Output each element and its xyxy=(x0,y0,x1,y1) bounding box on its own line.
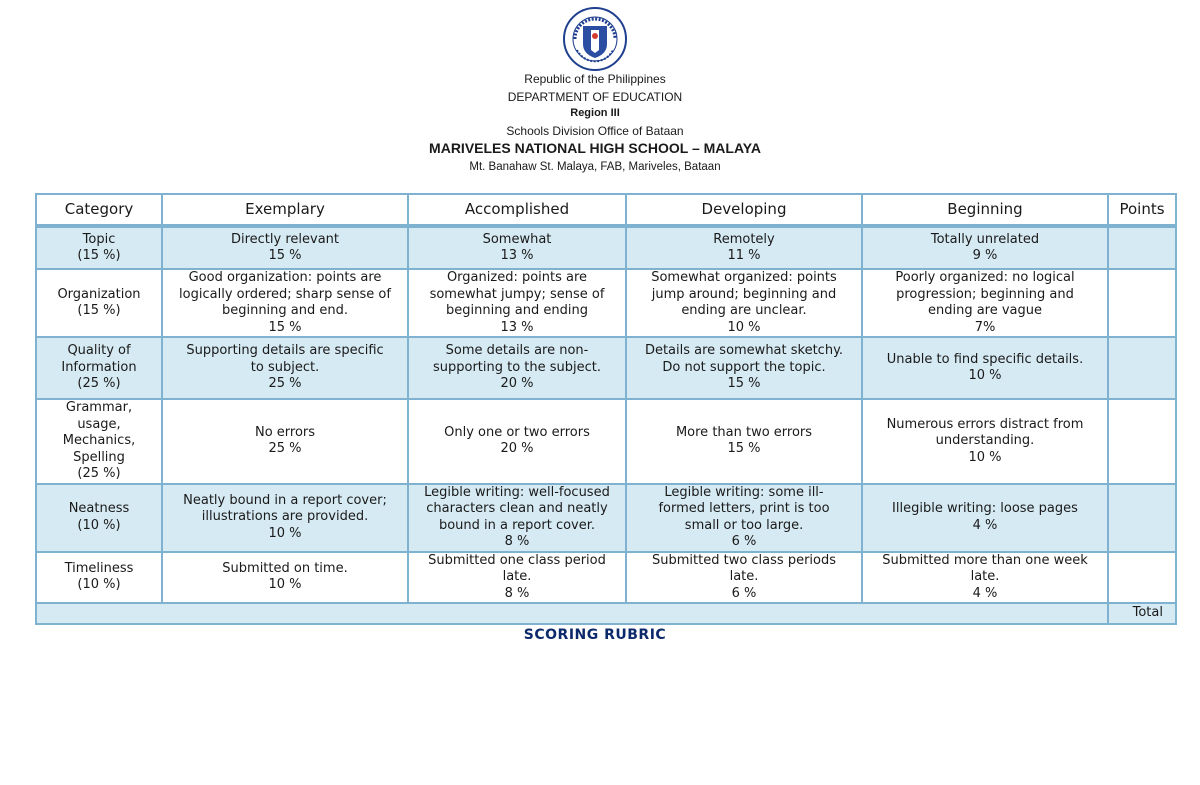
cell-text-line: 10 % xyxy=(968,368,1002,383)
cell-text-line: Details are somewhat sketchy. xyxy=(644,343,844,359)
cell-text-line: 10 % xyxy=(268,525,302,541)
cell-text-line: (15 %) xyxy=(77,303,121,318)
cell-text-line: logically ordered; sharp sense of xyxy=(179,286,391,302)
cell-category xyxy=(36,269,162,337)
cell-accomplished xyxy=(408,269,626,337)
cell-category xyxy=(36,337,162,399)
cell-text-line: Neatly bound in a report cover; xyxy=(183,492,387,508)
cell-text-line: Neatness xyxy=(68,501,130,516)
cell-text-line: (15 %) xyxy=(77,248,121,263)
cell-text-line: supporting to the subject. xyxy=(432,359,602,375)
header-accomplished: Accomplished xyxy=(408,194,626,226)
table-header-row xyxy=(36,194,1176,226)
cell-text-line: Illegible writing: loose pages xyxy=(892,501,1078,516)
cell-text-line: bound in a report cover. xyxy=(438,517,596,533)
cell-text-line: More than two errors xyxy=(675,424,813,440)
region-line: Region III xyxy=(570,107,620,119)
cell-text-line: Supporting details are specific xyxy=(186,343,384,359)
cell-text-line: Do not support the topic. xyxy=(662,359,826,375)
cell-category xyxy=(36,226,162,269)
cell-text-line: Only one or two errors xyxy=(444,424,590,440)
cell-text-line: (10 %) xyxy=(77,577,121,593)
cell-text-line: beginning and end. xyxy=(221,303,349,318)
cell-text-line: 15 % xyxy=(727,441,761,457)
cell-text-line: Directly relevant xyxy=(230,231,340,247)
cell-text-line: small or too large. xyxy=(684,517,804,533)
cell-text-line: Some details are non- xyxy=(445,343,589,359)
cell-text-line: Legible writing: well-focused xyxy=(424,484,610,500)
cell-text-line: Submitted one class period xyxy=(428,552,606,568)
cell-developing xyxy=(626,337,862,399)
cell-accomplished xyxy=(408,484,626,552)
table-row xyxy=(36,552,1176,604)
cell-text-line: progression; beginning and xyxy=(896,286,1074,302)
cell-developing xyxy=(626,269,862,337)
school-address: Mt. Banahaw St. Malaya, FAB, Mariveles, Bataan xyxy=(469,161,721,173)
cell-exemplary xyxy=(162,399,408,484)
rubric-caption: SCORING RUBRIC xyxy=(523,627,667,643)
cell-points xyxy=(1108,399,1176,484)
school-name: MARIVELES NATIONAL HIGH SCHOOL – MALAYA xyxy=(429,140,761,156)
cell-text-line: illustrations are provided. xyxy=(201,509,369,525)
cell-developing xyxy=(626,226,862,269)
cell-beginning xyxy=(862,337,1108,399)
cell-beginning xyxy=(862,399,1108,484)
cell-beginning xyxy=(862,484,1108,552)
cell-text-line: Grammar, xyxy=(65,400,133,415)
table-row xyxy=(36,484,1176,552)
cell-text-line: 15 % xyxy=(268,319,302,335)
total-label: Total xyxy=(1108,603,1176,624)
cell-text-line: (25 %) xyxy=(77,466,121,481)
table-row xyxy=(36,337,1176,399)
cell-text-line: Quality of xyxy=(67,343,131,359)
header-beginning: Beginning xyxy=(862,194,1108,226)
cell-text-line: Numerous errors distract from xyxy=(886,416,1084,432)
header-points: Points xyxy=(1108,194,1176,226)
cell-text-line: Topic xyxy=(82,231,116,247)
cell-text-line: No errors xyxy=(254,424,316,440)
cell-developing xyxy=(626,399,862,484)
cell-text-line: Timeliness xyxy=(64,560,134,576)
deped-seal-logo xyxy=(561,6,629,72)
cell-text-line: Mechanics, xyxy=(62,433,136,448)
cell-text-line: somewhat jumpy; sense of xyxy=(429,286,605,302)
cell-exemplary xyxy=(162,226,408,269)
cell-exemplary xyxy=(162,552,408,604)
cell-text-line: ending are vague xyxy=(927,303,1043,318)
division-line: Schools Division Office of Bataan xyxy=(506,124,684,138)
cell-text-line: 7% xyxy=(974,319,996,335)
cell-text-line: beginning and ending xyxy=(445,303,588,318)
cell-text-line: Organization xyxy=(57,286,141,302)
cell-points xyxy=(1108,484,1176,552)
cell-text-line: late. xyxy=(502,569,532,584)
cell-text-line: to subject. xyxy=(250,359,320,375)
cell-points xyxy=(1108,552,1176,604)
cell-text-line: Spelling xyxy=(73,449,125,465)
cell-text-line: Organized: points are xyxy=(446,270,588,285)
cell-text-line: 6 % xyxy=(731,585,757,601)
cell-text-line: 15 % xyxy=(268,248,302,263)
cell-category xyxy=(36,552,162,604)
cell-text-line: 11 % xyxy=(727,248,761,263)
total-row xyxy=(36,603,1176,624)
cell-points xyxy=(1108,269,1176,337)
cell-category xyxy=(36,484,162,552)
table-row xyxy=(36,399,1176,484)
cell-text-line: (10 %) xyxy=(77,517,121,533)
cell-developing xyxy=(626,552,862,604)
cell-text-line: 13 % xyxy=(500,248,534,263)
cell-text-line: Remotely xyxy=(713,231,775,247)
total-row-spacer xyxy=(36,603,1108,624)
republic-line: Republic of the Philippines xyxy=(524,72,666,86)
cell-text-line: 20 % xyxy=(500,441,534,457)
rubric-body xyxy=(36,226,1176,603)
cell-text-line: characters clean and neatly xyxy=(426,501,608,516)
cell-beginning xyxy=(862,552,1108,604)
cell-text-line: Submitted two class periods xyxy=(652,552,836,568)
cell-text-line: 8 % xyxy=(504,534,530,549)
cell-text-line: late. xyxy=(970,569,1000,584)
cell-text-line: Submitted more than one week xyxy=(882,552,1088,568)
cell-category xyxy=(36,399,162,484)
cell-text-line: Good organization: points are xyxy=(188,270,382,285)
cell-text-line: 15 % xyxy=(727,376,761,392)
cell-exemplary xyxy=(162,484,408,552)
cell-text-line: 20 % xyxy=(500,376,534,392)
cell-text-line: 10 % xyxy=(968,449,1002,465)
cell-text-line: 25 % xyxy=(268,441,302,457)
cell-text-line: late. xyxy=(729,569,759,584)
cell-text-line: 4 % xyxy=(972,585,998,601)
cell-text-line: Submitted on time. xyxy=(222,560,348,576)
cell-text-line: 13 % xyxy=(500,319,534,335)
cell-beginning xyxy=(862,269,1108,337)
table-row xyxy=(36,269,1176,337)
cell-accomplished xyxy=(408,337,626,399)
cell-accomplished xyxy=(408,399,626,484)
cell-text-line: 6 % xyxy=(731,534,757,549)
department-line: DEPARTMENT OF EDUCATION xyxy=(507,90,683,104)
cell-exemplary xyxy=(162,337,408,399)
cell-text-line: understanding. xyxy=(935,433,1035,448)
cell-developing xyxy=(626,484,862,552)
cell-text-line: Unable to find specific details. xyxy=(886,351,1084,367)
header-exemplary: Exemplary xyxy=(162,194,408,226)
cell-text-line: Legible writing: some ill- xyxy=(664,484,824,500)
cell-text-line: ending are unclear. xyxy=(681,303,807,318)
cell-text-line: Totally unrelated xyxy=(930,231,1040,247)
cell-exemplary xyxy=(162,269,408,337)
table-row xyxy=(36,226,1176,269)
cell-text-line: Poorly organized: no logical xyxy=(895,270,1075,285)
scoring-rubric-table xyxy=(35,193,1177,625)
cell-text-line: Somewhat xyxy=(482,231,552,247)
cell-text-line: usage, xyxy=(77,416,121,432)
cell-beginning xyxy=(862,226,1108,269)
cell-text-line: 8 % xyxy=(504,585,530,601)
header-developing: Developing xyxy=(626,194,862,226)
cell-text-line: 9 % xyxy=(972,248,998,263)
cell-points xyxy=(1108,337,1176,399)
cell-text-line: 4 % xyxy=(972,517,998,533)
cell-text-line: Somewhat organized: points xyxy=(651,270,837,285)
cell-text-line: (25 %) xyxy=(77,376,121,392)
header-category: Category xyxy=(36,194,162,226)
cell-text-line: formed letters, print is too xyxy=(658,501,830,516)
cell-text-line: 10 % xyxy=(727,319,761,335)
cell-accomplished xyxy=(408,552,626,604)
cell-accomplished xyxy=(408,226,626,269)
cell-text-line: 25 % xyxy=(268,376,302,392)
cell-text-line: Information xyxy=(61,359,137,375)
cell-text-line: 10 % xyxy=(268,577,302,593)
cell-points xyxy=(1108,226,1176,269)
cell-text-line: jump around; beginning and xyxy=(651,286,837,302)
